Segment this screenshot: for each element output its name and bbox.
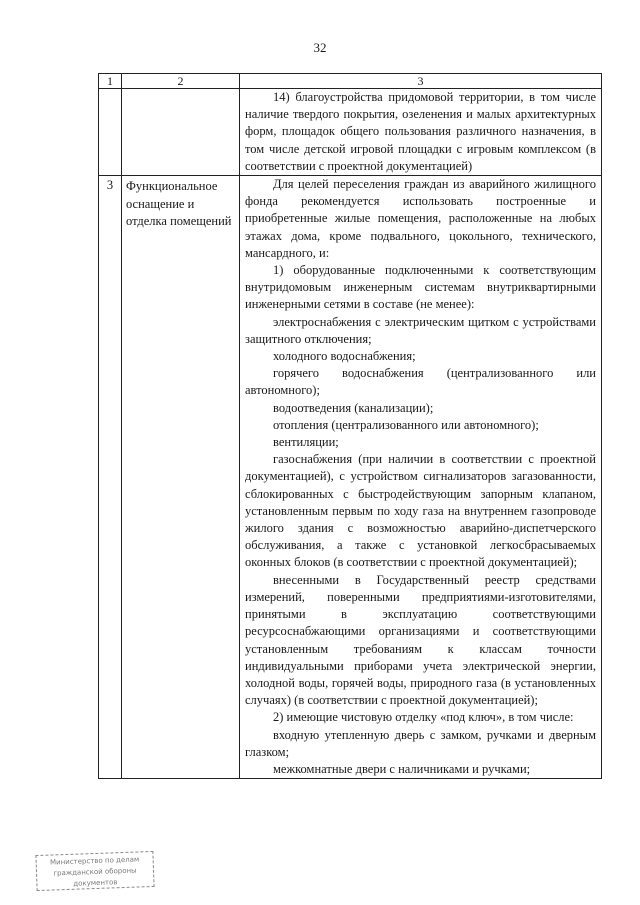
- paragraph: внесенными в Государственный реестр средствами измерений, поверенными предприятиями-изготовителями, принятыми в эксплуатацию соответствующими ресурсоснабжающими организациями и соответствующими установленным требованиям к классам точности индивидуальными приборами учета электрической энергии, холодной воды, горячей воды, природного газа (в установленных случаях) (в соответствии с проектной документацией);: [245, 572, 596, 708]
- continuation-cell: [240, 89, 602, 176]
- paragraph: вентиляции;: [273, 435, 339, 450]
- paragraph: отопления (централизованного или автономного);: [273, 417, 539, 432]
- table-header-row: [99, 74, 602, 89]
- paragraph: 2) имеющие чистовую отделку «под ключ», в том числе:: [273, 710, 574, 725]
- row-number-empty: [99, 89, 122, 176]
- row-number: 3: [99, 176, 122, 779]
- paragraph: газоснабжения (при наличии в соответствии с проектной документацией), с устройством сигнализаторов загазованности, сблокированных с быстродействующим запорным клапаном, установленным первым по ходу газа на внутреннем газопроводе жилого здания с возможностью аварийно-диспетчерского обслуживания, а также с установкой легкосбрасываемых оконных блоков (в соответствии с проектной документацией);: [245, 452, 596, 570]
- paragraph: межкомнатные двери с наличниками и ручками;: [273, 761, 531, 776]
- header-col-3: 3: [240, 74, 602, 89]
- paragraph: водоотведения (канализации);: [273, 400, 434, 415]
- row-name: Функциональное оснащение и отделка помещений: [122, 176, 240, 779]
- table-row: [99, 176, 602, 779]
- stamp: [35, 851, 154, 891]
- row-content: [240, 176, 602, 779]
- stamp-line: документов: [73, 878, 118, 888]
- document-table: [98, 73, 602, 779]
- paragraph: горячего водоснабжения (централизованного или автономного);: [245, 366, 596, 398]
- paragraph: входную утепленную дверь с замком, ручками и дверным глазком;: [245, 727, 596, 759]
- paragraph: холодного водоснабжения;: [273, 349, 416, 364]
- continuation-paragraph: 14) благоустройства придомовой территории, в том числе наличие твердого покрытия, озеленения и малых архитектурных форм, площадок общего пользования различного назначения, в том числе детской игровой площадки с игровым комплексом (в соответствии с проектной документацией): [245, 90, 596, 173]
- row-name-empty: [122, 89, 240, 176]
- header-col-2: 2: [122, 74, 240, 89]
- header-col-1: 1: [99, 74, 122, 89]
- paragraph: электроснабжения с электрическим щитком с устройствами защитного отключения;: [245, 314, 596, 346]
- stamp-line: гражданской обороны: [53, 866, 137, 878]
- table-row-continuation: [99, 89, 602, 176]
- paragraph: 1) оборудованные подключенными к соответствующим внутридомовым инженерным системам внутриквартирными инженерными сетями в составе (не менее):: [245, 263, 596, 312]
- paragraph: Для целей переселения граждан из аварийного жилищного фонда рекомендуется использовать построенные и приобретенные жилые помещения, расположенные на любых этажах дома, кроме подвального, цокольного, технического, мансардного, и:: [245, 177, 596, 260]
- page-number: 32: [313, 40, 327, 55]
- stamp-line: Министерство по делам: [49, 855, 140, 867]
